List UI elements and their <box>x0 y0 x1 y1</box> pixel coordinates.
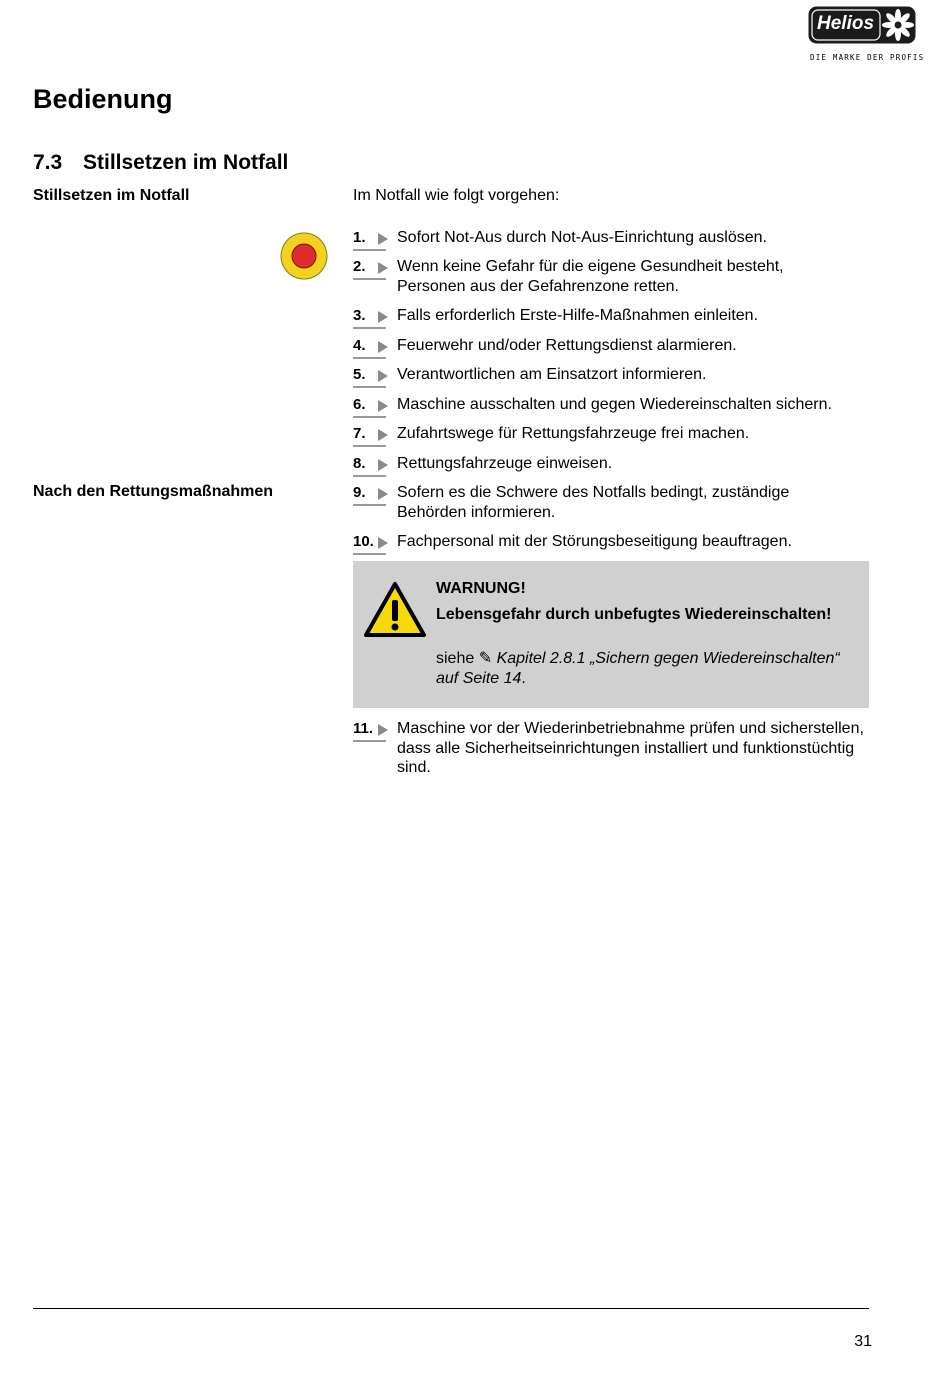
step-text: Maschine vor der Wiederinbetriebnahme prüfen und sicherstellen, dass alle Sicherheitseinrichtungen installiert und funktionstüchtig sind. <box>397 720 864 776</box>
emergency-stop-icon <box>280 232 328 280</box>
step-text: Rettungsfahrzeuge einweisen. <box>397 455 613 472</box>
step-arrow-icon <box>377 262 389 274</box>
step-item <box>353 719 873 778</box>
step-number: 5. <box>353 365 386 388</box>
side-label-stillsetzen: Stillsetzen im Notfall <box>33 187 190 204</box>
step-item <box>353 532 873 552</box>
step-number: 4. <box>353 336 386 359</box>
step-number: 1. <box>353 228 386 251</box>
step-item <box>353 454 873 474</box>
reference-hand-icon: ✎ <box>478 650 493 667</box>
step-text: Fachpersonal mit der Störungsbeseitigung beauftragen. <box>397 533 792 550</box>
step-number: 11. <box>353 719 386 742</box>
intro-text: Im Notfall wie folgt vorgehen: <box>353 187 560 204</box>
step-text: Sofern es die Schwere des Notfalls bedingt, zuständige Behörden informieren. <box>397 484 790 521</box>
step-arrow-icon <box>377 488 389 500</box>
step-item <box>353 395 873 415</box>
side-label-nach-rettung: Nach den Rettungsmaßnahmen <box>33 483 274 500</box>
warning-heading: WARNUNG! <box>436 580 526 597</box>
step-item <box>353 365 873 385</box>
footer-rule <box>33 1308 869 1309</box>
warning-title: Lebensgefahr durch unbefugtes Wiedereinschalten! <box>436 606 832 623</box>
step-number: 6. <box>353 395 386 418</box>
step-arrow-icon <box>377 724 389 736</box>
step-text: Zufahrtswege für Rettungsfahrzeuge frei machen. <box>397 425 750 442</box>
warning-reference <box>436 649 846 688</box>
step-arrow-icon <box>377 459 389 471</box>
step-text: Sofort Not-Aus durch Not-Aus-Einrichtung auslösen. <box>397 229 767 246</box>
step-number: 10. <box>353 532 386 555</box>
step-number: 8. <box>353 454 386 477</box>
step-arrow-icon <box>377 429 389 441</box>
reference-link[interactable]: Kapitel 2.8.1 „Sichern gegen Wiedereinschalten“ auf Seite 14 <box>436 650 840 687</box>
step-text: Feuerwehr und/oder Rettungsdienst alarmieren. <box>397 337 737 354</box>
step-arrow-icon <box>377 233 389 245</box>
logo-tagline: DIE MARKE DER PROFIS <box>810 53 925 62</box>
step-number: 3. <box>353 306 386 329</box>
step-text: Verantwortlichen am Einsatzort informieren. <box>397 366 707 383</box>
step-item <box>353 257 873 296</box>
page-title: Bedienung <box>33 84 173 114</box>
warning-triangle-icon <box>363 581 427 639</box>
step-item <box>353 483 873 522</box>
logo-wordmark: Helios <box>817 13 875 34</box>
helios-logo <box>808 6 925 62</box>
step-item <box>353 336 873 356</box>
step-number: 7. <box>353 424 386 447</box>
warning-box <box>353 561 869 708</box>
reference-prefix: siehe <box>436 650 475 667</box>
step-text: Falls erforderlich Erste-Hilfe-Maßnahmen einleiten. <box>397 307 759 324</box>
step-number: 9. <box>353 483 386 506</box>
step-item <box>353 306 873 326</box>
step-item <box>353 228 873 248</box>
section-title: Stillsetzen im Notfall <box>83 151 289 174</box>
page-number: 31 <box>854 1333 872 1350</box>
section-number: 7.3 <box>33 151 63 174</box>
section-heading <box>33 151 288 175</box>
step-item <box>353 424 873 444</box>
step-arrow-icon <box>377 341 389 353</box>
step-arrow-icon <box>377 400 389 412</box>
reference-suffix: . <box>521 669 526 687</box>
step-text: Wenn keine Gefahr für die eigene Gesundheit besteht, Personen aus der Gefahrenzone retten. <box>397 258 784 295</box>
step-arrow-icon <box>377 537 389 549</box>
step-text: Maschine ausschalten und gegen Wiedereinschalten sichern. <box>397 396 832 413</box>
step-arrow-icon <box>377 370 389 382</box>
step-arrow-icon <box>377 311 389 323</box>
step-number: 2. <box>353 257 386 280</box>
